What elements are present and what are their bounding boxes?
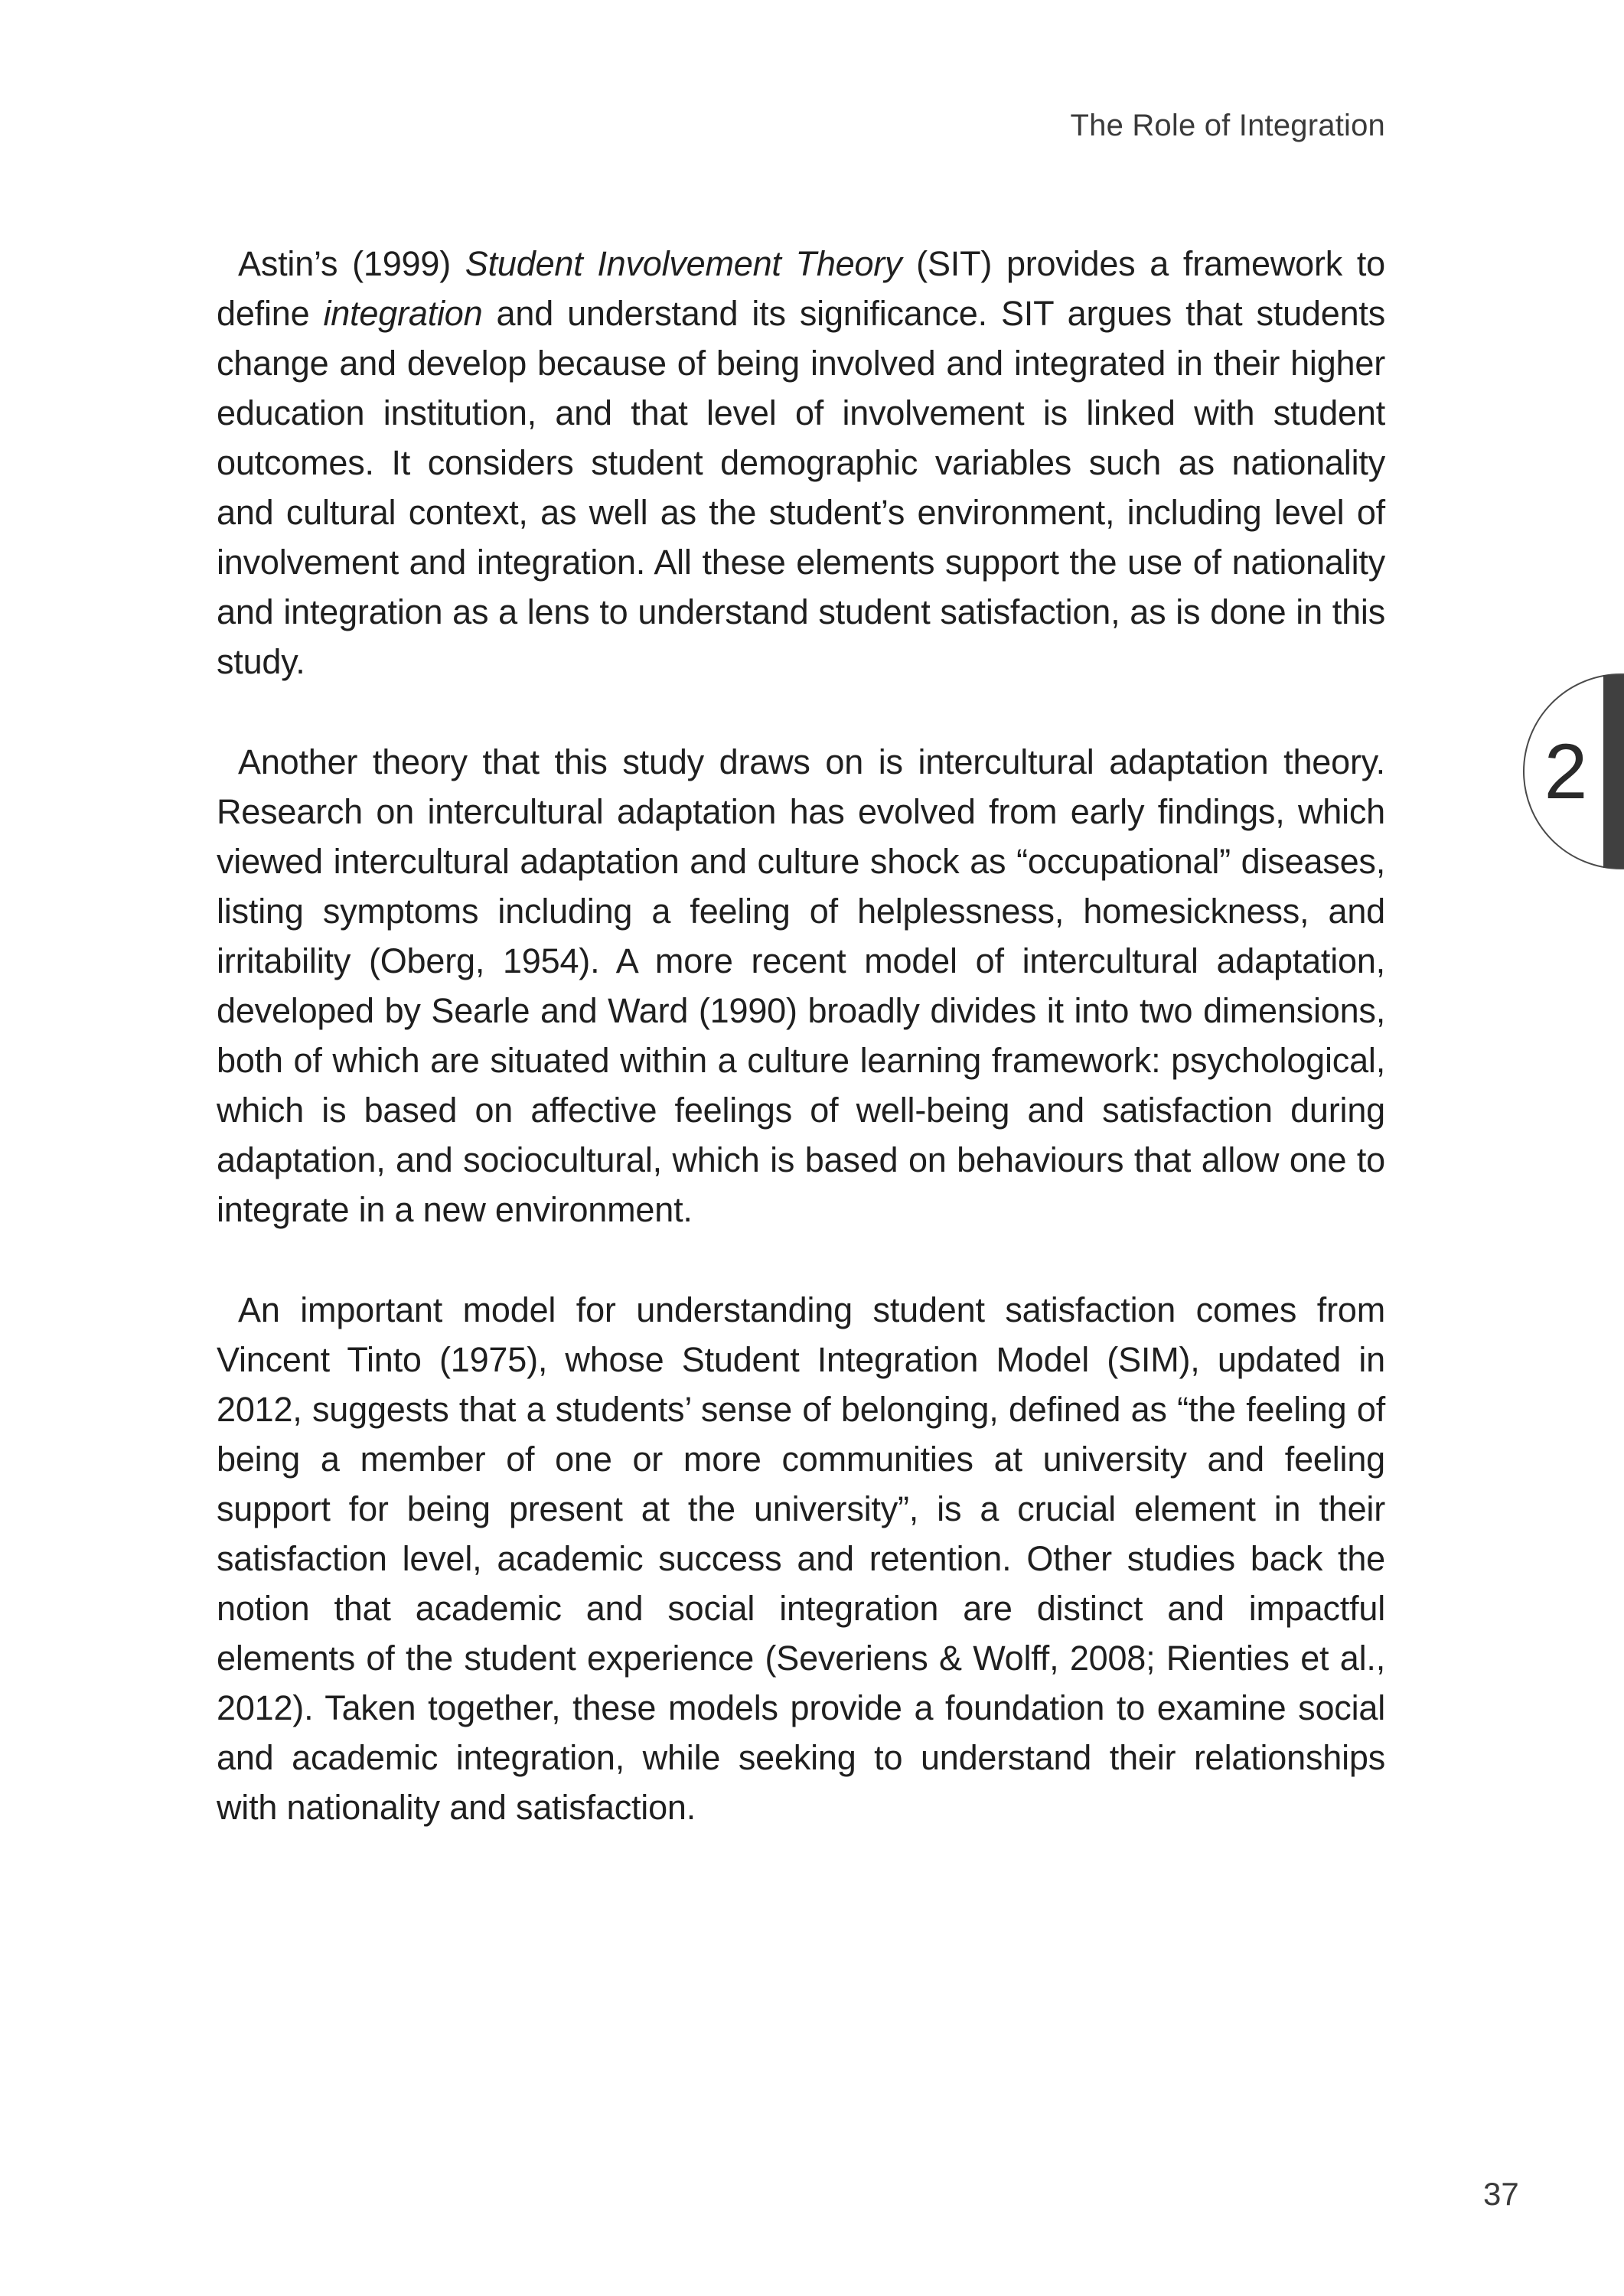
- paragraph: [217, 737, 1385, 1234]
- italic-text-segment: integration: [323, 294, 483, 333]
- paragraph: [217, 1285, 1385, 1832]
- italic-text-segment: Student Involvement Theory: [465, 244, 902, 283]
- text-segment: Astin’s (1999): [238, 244, 465, 283]
- text-segment: and understand its significance. SIT argues that students change and develop because of being involved and integrated in their higher education institution, and that level of involvement is linked with student outcomes. It considers student demographic variables such as nationality and cultural context, as well as the student’s environment, including level of involvement and integration. All these elements support the use of nationality and integration as a lens to understand student satisfaction, as is done in this study.: [217, 294, 1385, 681]
- body-text-block: [217, 239, 1385, 1883]
- text-segment: Another theory that this study draws on is intercultural adaptation theory. Research on intercultural adaptation has evolved from early findings, which viewed intercultural adaptation and culture shock as “occupational” diseases, listing symptoms including a feeling of helplessness, homesickness, and irritability (Oberg, 1954). A more recent model of intercultural adaptation, developed by Searle and Ward (1990) broadly divides it into two dimensions, both of which are situated within a culture learning framework: psychological, which is based on affective feelings of well-being and satisfaction during adaptation, and sociocultural, which is based on behaviours that allow one to integrate in a new environment.: [217, 742, 1385, 1229]
- paragraph: [217, 239, 1385, 687]
- page-number: 37: [1483, 2176, 1519, 2212]
- text-segment: An important model for understanding student satisfaction comes from Vincent Tinto (1975), whose Student Integration Model (SIM), updated in 2012, suggests that a students’ sense of belonging, defined as “the feeling of being a member of one or more communities at university and feeling support for being present at the university”, is a crucial element in their satisfaction level, academic success and retention. Other studies back the notion that academic and social integration are distinct and impactful elements of the student experience (Severiens & Wolff, 2008; Rienties et al., 2012). Taken together, these models provide a foundation to examine social and academic integration, while seeking to understand their relationships with nationality and satisfaction.: [217, 1290, 1385, 1827]
- text-segment: (SIT) provides a framework to define: [217, 244, 1386, 333]
- running-header: The Role of Integration: [1070, 109, 1385, 142]
- chapter-tab-bar: [1603, 675, 1624, 868]
- chapter-number: 2: [1544, 727, 1588, 815]
